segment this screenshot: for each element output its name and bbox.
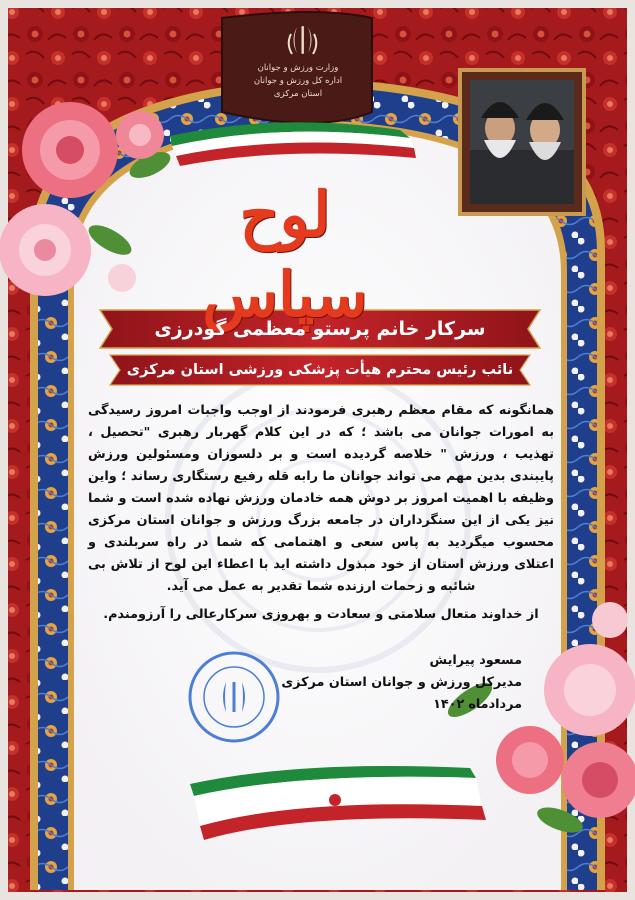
body-text: همانگونه که مقام معظم رهبری فرمودند از اوجب واجبات امروز رسیدگی به امورات جوانان می باشد ؛ که در این کلام گهربار رهبری "تحصیل ، تهذیب ، ورزش " خلاصه گردیده است و بر دلسوزان ومسئولین ورزش پایبندی بدین مهم می تواند جوانان ما رابه قله رفیع رستگاری رساند ؛ واین وظیفه با اهمیت امروز بر دوش همه خادمان ورزش نهاده شده است و شما نیز یکی از این سنگرداران در جامعه بزرگ ورزش و جوانان استان مرکزی محسوب میگردید به پاس سعی و اهتمامی که شما در راه سربلندی و اعتلای ورزش استان از خود مبذول داشته اید با اعطاء این لوح از تلاش بی شائبه و زحمات ارزنده شما تقدیر به عمل می آید. [88, 403, 554, 594]
signer-title: مدیرکل ورزش و جوانان استان مرکزی [281, 675, 522, 690]
closing-text: از خداوند متعال سلامتی و سعادت و بهروزی سرکارعالی را آرزومندم. [103, 607, 539, 622]
org-line: استان مرکزی [273, 89, 323, 99]
date-year: ۱۴۰۲ [433, 697, 465, 712]
organization-header [240, 62, 356, 101]
signature-date [262, 694, 522, 716]
honoree-name: سرکار خانم پرستو معظمی گودرزی [154, 318, 486, 340]
leaders-portrait [460, 70, 584, 214]
signer-name: مسعود پیرایش [429, 653, 522, 668]
signature-block [262, 650, 522, 716]
date-label: مردادماه [468, 697, 522, 712]
org-line: اداره کل ورزش و جوانان [253, 76, 343, 86]
certificate-title: لوح سپاس [202, 178, 368, 331]
honoree-position: نائب رئیس محترم هیأت پزشکی ورزشی استان مرکزی [126, 362, 514, 378]
org-line: وزارت ورزش و جوانان [257, 63, 339, 73]
